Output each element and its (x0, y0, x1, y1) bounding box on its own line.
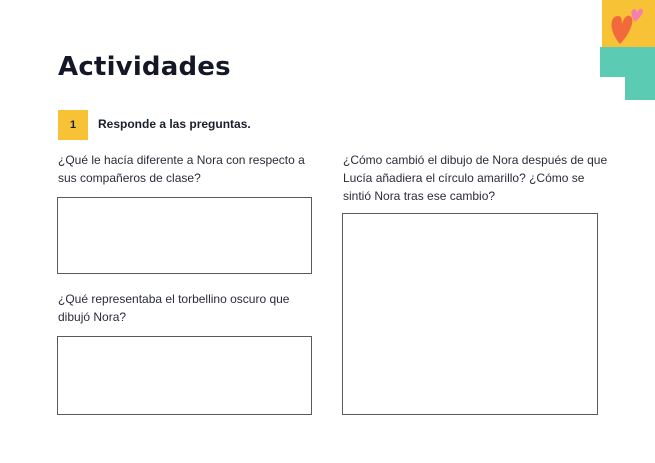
question-3-line-2: Lucía añadiera el círculo amarillo? ¿Cómo se (343, 171, 585, 185)
step-number: 1 (69, 119, 77, 131)
step-instruction: Responde a las preguntas. (98, 117, 251, 131)
step-number-badge (58, 110, 88, 140)
question-2-line-2: dibujó Nora? (58, 310, 127, 324)
question-2 (58, 290, 318, 326)
answer-box-2[interactable] (57, 336, 312, 415)
corner-decoration (600, 0, 655, 100)
answer-box-1[interactable] (57, 197, 312, 274)
question-1-line-1: ¿Qué le hacía diferente a Nora con respecto a (58, 153, 305, 167)
hearts-icon (600, 0, 655, 100)
question-3-line-3: sintió Nora tras ese cambio? (343, 189, 496, 203)
question-1-line-2: sus compañeros de clase? (58, 171, 201, 185)
question-2-line-1: ¿Qué representaba el torbellino oscuro que (58, 292, 290, 306)
question-3-line-1: ¿Cómo cambió el dibujo de Nora después de que (343, 153, 608, 167)
page-title: Actividades (58, 52, 231, 82)
question-1 (58, 151, 318, 187)
answer-box-3[interactable] (342, 213, 598, 415)
question-3 (343, 151, 618, 205)
